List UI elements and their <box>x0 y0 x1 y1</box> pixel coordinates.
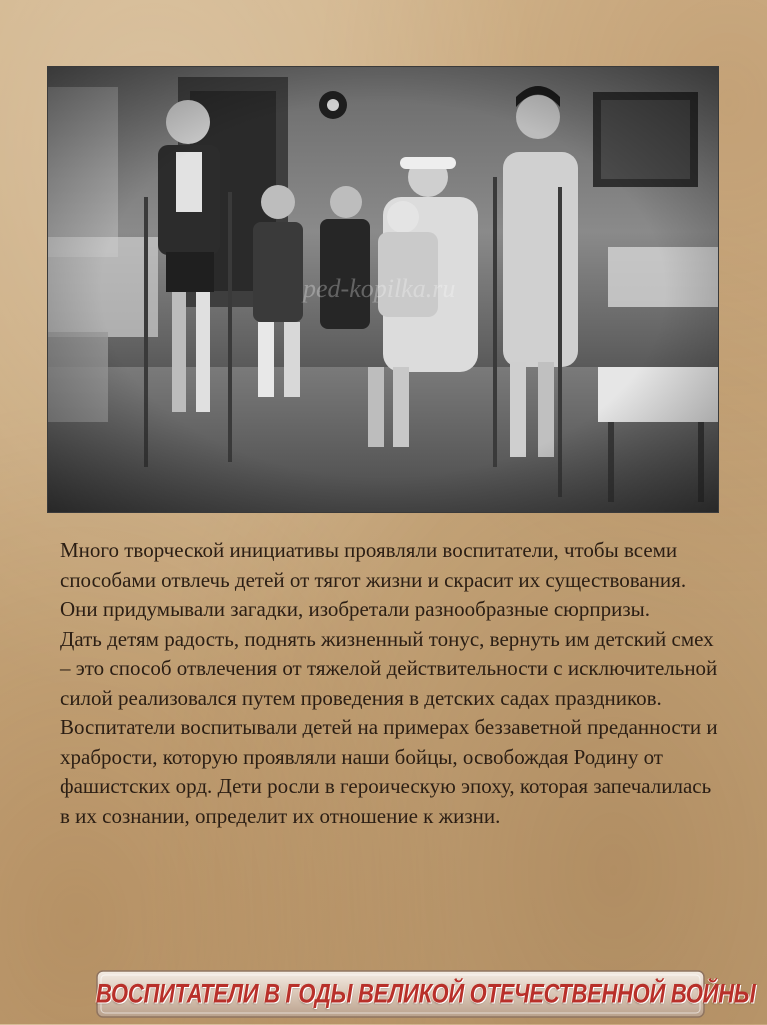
historical-photo-icon <box>48 67 718 512</box>
banner-title: ВОСПИТАТЕЛИ В ГОДЫ ВЕЛИКОЙ ОТЕЧЕСТВЕННОЙ ВОЙНЫ <box>96 978 756 1009</box>
title-banner <box>96 968 756 1020</box>
paragraph-3: Воспитатели воспитывали детей на примерах беззаветной преданности и храбрости, которую проявляли наши бойцы, освобождая Родину от фашистских орд. Дети росли в героическую эпоху, которая запечалилась в их сознании, определит их отношение к жизни. <box>60 715 718 828</box>
body-text <box>60 536 720 831</box>
paragraph-2: Дать детям радость, поднять жизненный тонус, вернуть им детский смех – это способ отвлечения от тяжелой действительности с исключительной силой реализовался путем проведения в детских садах праздников. <box>60 626 718 710</box>
paragraph-1: Много творческой инициативы проявляли воспитатели, чтобы всеми способами отвлечь детей от тягот жизни и скрасит их существования. Они придумывали загадки, изобретали разнообразные сюрпризы. <box>60 538 687 621</box>
historical-photo <box>48 67 718 512</box>
